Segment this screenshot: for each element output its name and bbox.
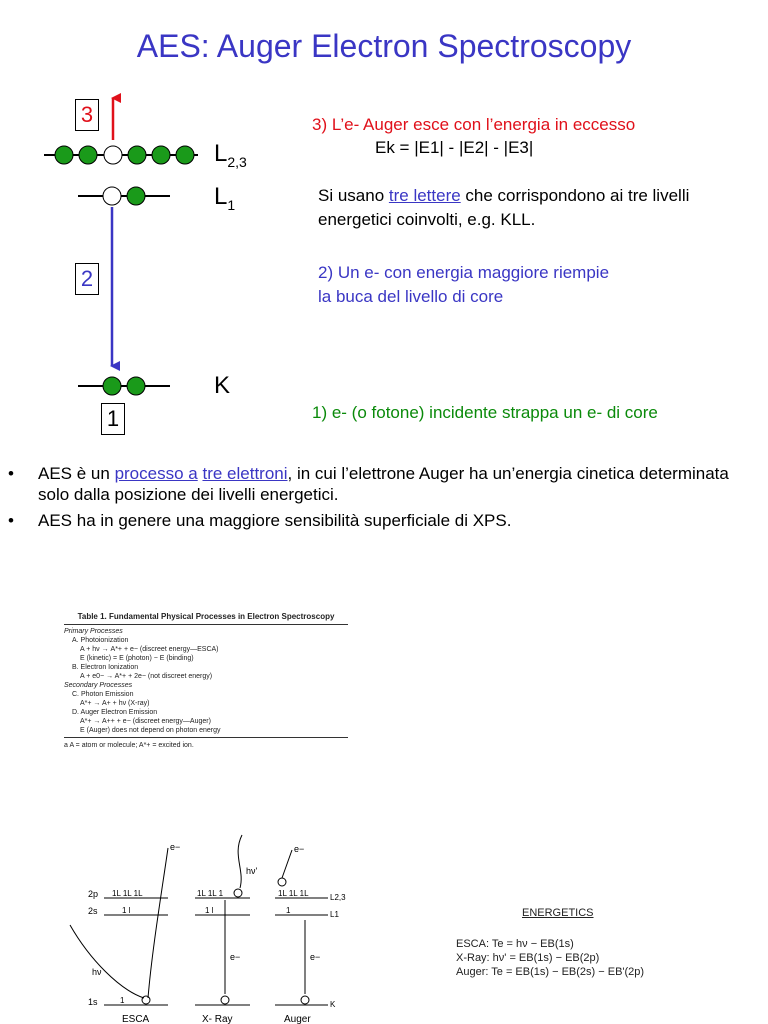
svg-text:1L 1L 1L: 1L 1L 1L [112,889,143,898]
process-diagrams [60,830,380,1024]
svg-text:L1: L1 [330,910,339,919]
label-2p: 2p [88,889,99,899]
energetics-auger: Auger: Te = EB(1s) − EB(2s) − EB'(2p) [456,966,645,978]
svg-text:e−: e− [230,952,241,962]
svg-text:1L 1L 1: 1L 1L 1 [197,889,224,898]
label-esca: ESCA [122,1014,150,1024]
svg-text:e−: e− [310,952,321,962]
electron [128,146,146,164]
step-2-box: 2 [75,263,99,295]
note-letters: Si usano tre lettere che corrispondono ai tre livelli energetici coinvolti, e.g. KLL. [318,186,690,229]
energy-level-diagram [0,0,300,450]
list-item: • AES è un processo a tre elettroni, in cui l’elettrone Auger ha un’energia cinetica determinata solo dalla posizione dei livelli energetici. [8,464,729,504]
label-auger: Auger [284,1014,311,1024]
step-1-box: 1 [101,403,125,435]
note-step2-line1: 2) Un e- con energia maggiore riempie [318,263,610,282]
label-1s: 1s [88,997,98,1007]
electron [55,146,73,164]
formula: Ek = |E1| - |E2| - |E3| [375,138,534,157]
note-step3: 3) L’e- Auger esce con l’energia in eccesso [312,115,636,134]
bullet-list [8,463,758,536]
electron [127,377,145,395]
label-xray: X- Ray [202,1014,233,1024]
svg-text:hν: hν [92,967,102,977]
svg-text:K: K [330,1000,336,1009]
label-2s: 2s [88,906,98,916]
electron [176,146,194,164]
hole [103,187,121,205]
link-tre-elettroni[interactable]: tre elettroni [202,464,288,483]
energetics-title: ENERGETICS [522,907,594,919]
svg-text:1L 1L 1L: 1L 1L 1L [278,889,309,898]
svg-text:1: 1 [120,996,125,1005]
svg-text:1: 1 [286,906,291,915]
note-step1: 1) e- (o fotone) incidente strappa un e- di core [312,403,658,422]
svg-text:hν': hν' [246,866,258,876]
hole [104,146,122,164]
step-3-box: 3 [75,99,99,131]
list-item: • AES ha in genere una maggiore sensibilità superficiale di XPS. [8,511,512,530]
link-processo-a[interactable]: processo a [114,464,198,483]
svg-text:1 l: 1 l [205,906,214,915]
svg-text:e−: e− [170,842,181,852]
electron [152,146,170,164]
svg-text:e−: e− [294,844,305,854]
note-step2-line2: la buca del livello di core [318,287,504,306]
table-title: Table 1. Fundamental Physical Processes in Electron Spectroscopy [77,612,335,621]
svg-text:L2,3: L2,3 [330,893,346,902]
electron [127,187,145,205]
page-title: AES: Auger Electron Spectroscopy [136,28,632,64]
level-L1-label: $L_1$ [214,183,236,213]
energetics-xray: X-Ray: hν' = EB(1s) − EB(2p) [456,952,600,964]
svg-text:1 l: 1 l [122,906,131,915]
level-L23-label: $L_{2,3}$ [214,140,247,170]
electron [79,146,97,164]
link-tre-lettere[interactable]: tre lettere [388,186,461,205]
energetics-esca: ESCA: Te = hν − EB(1s) [456,938,574,950]
electron [103,377,121,395]
level-K-label: K [214,372,231,399]
table-1: Table 1. Fundamental Physical Processes in Electron Spectroscopy Primary Processes A. Photoionization A + hν → A*+ + e− (discreet energy—ESCA) E (kinetic) = E (photon) − E (binding) B. Electron Ionization A + e0− → A*+ + 2e− (not discreet energy) Secondary Processes C. Photon Emission A*+ → A+ + hν (X-ray) D. Auger Electron Emission A*+ → A++ + e− (discreet energy—Auger) E (Auger) does not depend on photon energy a A = atom or molecule; A*+ = excited ion. [64,612,348,750]
